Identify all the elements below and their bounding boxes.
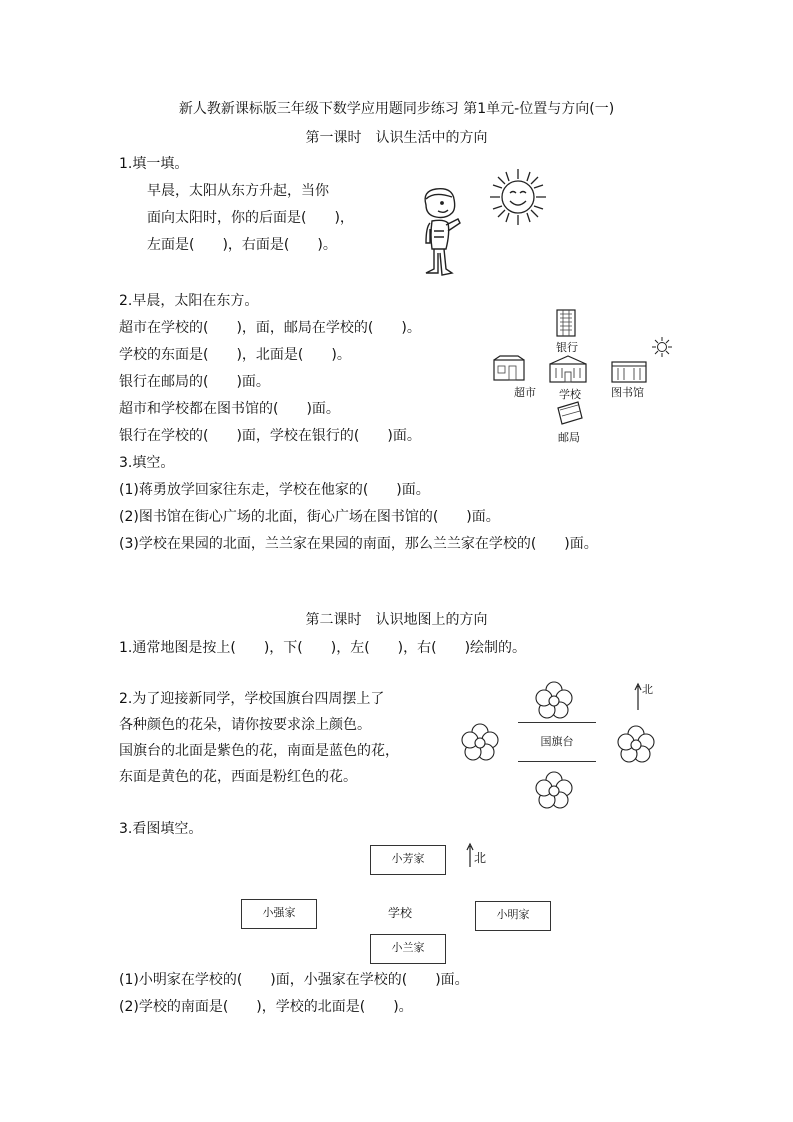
library-label: 图书馆: [611, 386, 644, 399]
north-label: 北: [642, 683, 653, 696]
west-home-box: 小强家: [241, 899, 317, 929]
post-office-label: 邮局: [558, 431, 580, 444]
east-home-box: 小明家: [475, 901, 551, 931]
l2-q2-line: 2.为了迎接新同学，学校国旗台四周摆上了: [119, 691, 385, 707]
school-label: 学校: [559, 388, 581, 401]
north-label: 北: [474, 851, 487, 865]
q2-line: 银行在学校的( )面，学校在银行的( )面。: [119, 428, 421, 444]
flagstand-diagram: [456, 676, 666, 812]
q3-line: (2)图书馆在街心广场的北面，街心广场在图书馆的( )面。: [119, 509, 500, 525]
supermarket-label: 超市: [514, 386, 536, 399]
q3-label: 3.填空。: [119, 455, 175, 471]
boy-illustration: [412, 185, 464, 285]
l2-q2-line: 国旗台的北面是紫色的花，南面是蓝色的花，: [119, 743, 399, 759]
q3-line: (1)蒋勇放学回家往东走，学校在他家的( )面。: [119, 482, 430, 498]
l2-q3-label: 3.看图填空。: [119, 821, 203, 837]
q2-label: 2.早晨，太阳在东方。: [119, 293, 259, 309]
bank-label: 银行: [556, 341, 578, 354]
library-building-icon: [610, 356, 648, 384]
q1-line: 左面是( )，右面是( )。: [147, 237, 337, 253]
lesson1-heading: 第一课时 认识生活中的方向: [305, 130, 488, 146]
l2-q2-line: 各种颜色的花朵，请你按要求涂上颜色。: [119, 717, 371, 733]
post-office-building-icon: [554, 400, 584, 426]
town-map: [488, 306, 678, 446]
q1-label: 1.填一填。: [119, 156, 189, 172]
flower-west-icon[interactable]: [460, 722, 500, 762]
lesson2-heading: 第二课时 认识地图上的方向: [305, 612, 488, 628]
l2-q3-line: (2)学校的南面是( )，学校的北面是( )。: [119, 999, 413, 1015]
l2-q1-text: 1.通常地图是按上( )，下( )，左( )，右( )绘制的。: [119, 640, 527, 656]
q1-line: 面向太阳时，你的后面是( )，: [147, 210, 354, 226]
q2-line: 学校的东面是( )，北面是( )。: [119, 347, 351, 363]
flower-north-icon[interactable]: [534, 680, 574, 720]
l2-q3-line: (1)小明家在学校的( )面，小强家在学校的( )面。: [119, 972, 469, 988]
q3-line: (3)学校在果园的北面，兰兰家在果园的南面，那么兰兰家在学校的( )面。: [119, 536, 598, 552]
q2-line: 超市在学校的( )，面，邮局在学校的( )。: [119, 320, 421, 336]
flower-south-icon[interactable]: [534, 770, 574, 810]
north-home-box: 小芳家: [370, 845, 446, 875]
q2-line: 超市和学校都在图书馆的( )面。: [119, 401, 340, 417]
sun-icon: [486, 165, 550, 229]
q1-line: 早晨，太阳从东方升起，当你: [147, 183, 329, 199]
page-title: 新人教新课标版三年级下数学应用题同步练习 第1单元-位置与方向(一): [178, 101, 615, 117]
flagstand: 国旗台: [518, 722, 596, 762]
l2-q2-line: 东面是黄色的花，西面是粉红色的花。: [119, 769, 357, 785]
school-label: 学校: [388, 906, 413, 920]
supermarket-building-icon: [492, 354, 526, 382]
sun-icon: [651, 336, 673, 358]
south-home-box: 小兰家: [370, 934, 446, 964]
flower-east-icon[interactable]: [616, 724, 656, 764]
q2-line: 银行在邮局的( )面。: [119, 374, 270, 390]
bank-building-icon: [555, 308, 577, 338]
school-building-icon: [548, 354, 588, 384]
